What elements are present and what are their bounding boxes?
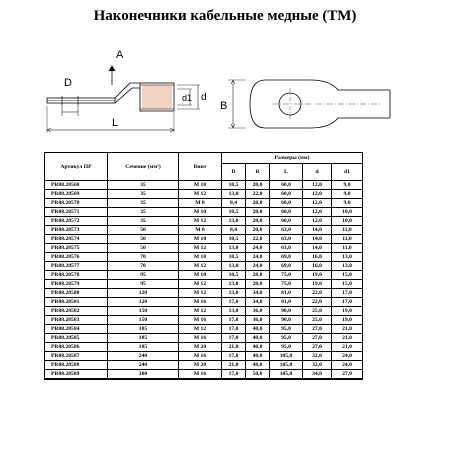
cell-d1: 24,0 [332, 352, 363, 361]
cell-L: 105,0 [270, 352, 303, 361]
cell-B: 22,0 [246, 235, 270, 244]
cell-L: 95,0 [270, 343, 303, 352]
cell-d1: 9,0 [332, 181, 363, 190]
cell-L: 75,0 [270, 280, 303, 289]
lug-technical-drawing [0, 38, 450, 138]
label-d: d [201, 92, 207, 103]
cell-L: 60,0 [270, 217, 303, 226]
cell-bolt: М 16 [179, 352, 222, 361]
cell-d1: 9,0 [332, 199, 363, 208]
table-row [45, 181, 363, 190]
cell-d: 14,0 [303, 235, 332, 244]
table-row [45, 271, 363, 280]
cell-bolt: М 12 [179, 262, 222, 271]
cell-D: 17,0 [222, 334, 246, 343]
cell-bolt: М 16 [179, 298, 222, 307]
cell-L: 95,0 [270, 325, 303, 334]
cell-d1: 11,0 [332, 244, 363, 253]
cell-bolt: М 8 [179, 226, 222, 235]
cell-d1: 13,0 [332, 262, 363, 271]
cell-d: 16,0 [303, 253, 332, 262]
cell-B: 20,0 [246, 199, 270, 208]
cell-article: PR08.28581 [45, 298, 108, 307]
table-row [45, 325, 363, 334]
cell-bolt: М 12 [179, 289, 222, 298]
cell-L: 60,0 [270, 181, 303, 190]
cell-L: 81,0 [270, 289, 303, 298]
cell-d1: 21,0 [332, 334, 363, 343]
cell-D: 10,5 [222, 181, 246, 190]
cell-bolt: М 10 [179, 235, 222, 244]
cell-B: 48,0 [246, 352, 270, 361]
cell-d: 32,0 [303, 361, 332, 370]
cell-D: 21,0 [222, 343, 246, 352]
cell-d1: 27,0 [332, 370, 363, 380]
cell-B: 34,0 [246, 289, 270, 298]
label-D: D [64, 77, 72, 89]
cell-L: 69,0 [270, 262, 303, 271]
cell-article: PR08.28587 [45, 352, 108, 361]
cell-bolt: М 12 [179, 280, 222, 289]
cell-bolt: М 12 [179, 244, 222, 253]
cell-D: 10,5 [222, 271, 246, 280]
cell-B: 20,0 [246, 181, 270, 190]
barrel-hatch [142, 85, 172, 109]
cell-B: 24,0 [246, 262, 270, 271]
cell-B: 40,0 [246, 343, 270, 352]
cell-bolt: М 12 [179, 190, 222, 199]
cell-D: 13,0 [222, 289, 246, 298]
table-row [45, 280, 363, 289]
cell-article: PR08.28571 [45, 208, 108, 217]
header-sizes: Размеры (мм) [222, 153, 363, 164]
cell-d1: 15,0 [332, 271, 363, 280]
cell-d: 12,0 [303, 217, 332, 226]
cell-B: 34,0 [246, 298, 270, 307]
cell-L: 75,0 [270, 271, 303, 280]
cell-B: 40,0 [246, 325, 270, 334]
cell-section: 185 [108, 325, 179, 334]
cell-D: 17,0 [222, 316, 246, 325]
cell-D: 17,0 [222, 325, 246, 334]
cell-section: 50 [108, 226, 179, 235]
cell-section: 95 [108, 280, 179, 289]
cell-bolt: М 10 [179, 181, 222, 190]
cell-B: 48,0 [246, 361, 270, 370]
cell-section: 240 [108, 361, 179, 370]
label-d1: d1 [182, 93, 193, 103]
cell-article: PR08.28588 [45, 361, 108, 370]
table-row [45, 316, 363, 325]
cell-d1: 19,0 [332, 316, 363, 325]
cell-section: 35 [108, 199, 179, 208]
cell-article: PR08.28575 [45, 244, 108, 253]
cell-bolt: М 16 [179, 370, 222, 380]
cell-B: 50,0 [246, 370, 270, 380]
table-row [45, 235, 363, 244]
cell-d1: 10,0 [332, 217, 363, 226]
cell-D: 17,0 [222, 370, 246, 380]
cell-section: 300 [108, 370, 179, 380]
cell-D: 10,5 [222, 253, 246, 262]
cell-d: 27,0 [303, 325, 332, 334]
cell-B: 28,0 [246, 271, 270, 280]
label-A: A [116, 49, 124, 61]
dimensions-table [44, 152, 363, 380]
cell-article: PR08.28573 [45, 226, 108, 235]
table-row [45, 298, 363, 307]
cell-section: 185 [108, 334, 179, 343]
cell-d: 34,0 [303, 370, 332, 380]
cell-L: 95,0 [270, 334, 303, 343]
cell-article: PR08.28570 [45, 199, 108, 208]
cell-d: 27,0 [303, 343, 332, 352]
cell-D: 10,5 [222, 208, 246, 217]
cell-D: 13,0 [222, 244, 246, 253]
cell-D: 13,0 [222, 280, 246, 289]
header-L: L [270, 164, 303, 181]
cell-D: 13,0 [222, 190, 246, 199]
cell-d: 12,0 [303, 190, 332, 199]
cell-section: 185 [108, 343, 179, 352]
cell-B: 40,0 [246, 334, 270, 343]
table-row [45, 361, 363, 370]
cell-d: 22,0 [303, 298, 332, 307]
cell-L: 60,0 [270, 199, 303, 208]
label-B: B [220, 100, 228, 112]
cell-L: 63,0 [270, 226, 303, 235]
table-row [45, 343, 363, 352]
table-row [45, 307, 363, 316]
cell-B: 20,0 [246, 208, 270, 217]
cell-L: 63,0 [270, 244, 303, 253]
cell-article: PR08.28584 [45, 325, 108, 334]
cell-L: 105,0 [270, 370, 303, 380]
header-d: d [303, 164, 332, 181]
cell-d1: 11,0 [332, 235, 363, 244]
cell-D: 8,4 [222, 226, 246, 235]
cell-D: 13,0 [222, 307, 246, 316]
table-row [45, 253, 363, 262]
cell-d: 14,0 [303, 244, 332, 253]
cell-article: PR08.28585 [45, 334, 108, 343]
cell-article: PR08.28576 [45, 253, 108, 262]
cell-section: 35 [108, 208, 179, 217]
cell-d: 32,0 [303, 352, 332, 361]
cell-article: PR08.28577 [45, 262, 108, 271]
cell-B: 24,0 [246, 253, 270, 262]
cell-article: PR08.28574 [45, 235, 108, 244]
cell-d: 14,0 [303, 226, 332, 235]
cell-d: 19,0 [303, 271, 332, 280]
cell-section: 70 [108, 262, 179, 271]
header-article: Артикул ПР [45, 153, 108, 181]
cell-section: 120 [108, 298, 179, 307]
cell-bolt: М 12 [179, 307, 222, 316]
header-d1: d1 [332, 164, 363, 181]
cell-section: 240 [108, 352, 179, 361]
cell-article: PR08.28569 [45, 190, 108, 199]
cell-bolt: М 16 [179, 316, 222, 325]
table-row [45, 262, 363, 271]
cell-section: 95 [108, 271, 179, 280]
cell-L: 60,0 [270, 190, 303, 199]
cell-article: PR08.28582 [45, 307, 108, 316]
cell-section: 50 [108, 244, 179, 253]
cell-B: 20,0 [246, 217, 270, 226]
cell-section: 50 [108, 235, 179, 244]
cell-bolt: М 8 [179, 199, 222, 208]
lug-top-view [228, 80, 390, 128]
cell-D: 13,0 [222, 217, 246, 226]
table-row [45, 289, 363, 298]
cell-bolt: М 10 [179, 253, 222, 262]
cell-D: 8,4 [222, 199, 246, 208]
cell-section: 70 [108, 253, 179, 262]
cell-section: 35 [108, 190, 179, 199]
cell-article: PR08.28578 [45, 271, 108, 280]
cell-bolt: М 20 [179, 343, 222, 352]
cell-d1: 21,0 [332, 343, 363, 352]
cell-d1: 21,0 [332, 325, 363, 334]
cell-d1: 17,0 [332, 298, 363, 307]
cell-article: PR08.28580 [45, 289, 108, 298]
cell-L: 60,0 [270, 208, 303, 217]
cell-section: 120 [108, 289, 179, 298]
cell-d: 12,0 [303, 199, 332, 208]
cell-article: PR08.28579 [45, 280, 108, 289]
cell-d1: 19,0 [332, 307, 363, 316]
table-row [45, 217, 363, 226]
cell-bolt: М 12 [179, 325, 222, 334]
table-row [45, 244, 363, 253]
table-row [45, 190, 363, 199]
cell-bolt: М 16 [179, 334, 222, 343]
cell-article: PR08.28586 [45, 343, 108, 352]
cell-section: 150 [108, 316, 179, 325]
table-row [45, 352, 363, 361]
cell-d1: 15,0 [332, 280, 363, 289]
cell-d1: 9,0 [332, 190, 363, 199]
cell-bolt: М 10 [179, 208, 222, 217]
cell-L: 81,0 [270, 298, 303, 307]
cell-B: 20,0 [246, 226, 270, 235]
cell-B: 28,0 [246, 280, 270, 289]
cell-B: 24,0 [246, 244, 270, 253]
cell-bolt: М 20 [179, 361, 222, 370]
label-L: L [112, 117, 119, 129]
cell-d1: 13,0 [332, 253, 363, 262]
cell-section: 35 [108, 217, 179, 226]
cell-D: 21,0 [222, 361, 246, 370]
cell-L: 90,0 [270, 307, 303, 316]
cell-d: 19,0 [303, 280, 332, 289]
cell-bolt: М 10 [179, 271, 222, 280]
cell-L: 105,0 [270, 361, 303, 370]
cell-d: 22,0 [303, 289, 332, 298]
cell-d: 25,0 [303, 316, 332, 325]
cell-B: 36,0 [246, 316, 270, 325]
cell-L: 63,0 [270, 235, 303, 244]
cell-d: 16,0 [303, 262, 332, 271]
cell-D: 17,0 [222, 298, 246, 307]
cell-L: 90,0 [270, 316, 303, 325]
cell-article: PR08.28572 [45, 217, 108, 226]
table-row [45, 334, 363, 343]
table-row [45, 370, 363, 380]
cell-article: PR08.28568 [45, 181, 108, 190]
table-row [45, 199, 363, 208]
cell-D: 13,0 [222, 262, 246, 271]
cell-article: PR08.28583 [45, 316, 108, 325]
cell-B: 36,0 [246, 307, 270, 316]
cell-d: 27,0 [303, 334, 332, 343]
cell-D: 10,5 [222, 235, 246, 244]
cell-d1: 11,0 [332, 226, 363, 235]
table-row [45, 208, 363, 217]
cell-D: 17,0 [222, 352, 246, 361]
cell-d: 12,0 [303, 208, 332, 217]
cell-d: 12,0 [303, 181, 332, 190]
table-row [45, 226, 363, 235]
cell-section: 150 [108, 307, 179, 316]
cell-d1: 10,0 [332, 208, 363, 217]
cell-article: PR08.28589 [45, 370, 108, 380]
header-B: B [246, 164, 270, 181]
cell-d1: 17,0 [332, 289, 363, 298]
cell-bolt: М 12 [179, 217, 222, 226]
page-title: Наконечники кабельные медные (ТМ) [93, 8, 357, 24]
cell-section: 35 [108, 181, 179, 190]
cell-d1: 24,0 [332, 361, 363, 370]
cell-L: 69,0 [270, 253, 303, 262]
cell-d: 25,0 [303, 307, 332, 316]
table-body [45, 181, 363, 380]
cell-B: 22,0 [246, 190, 270, 199]
header-bolt: Винт [179, 153, 222, 181]
header-D: D [222, 164, 246, 181]
header-section: Сечение (мм²) [108, 153, 179, 181]
